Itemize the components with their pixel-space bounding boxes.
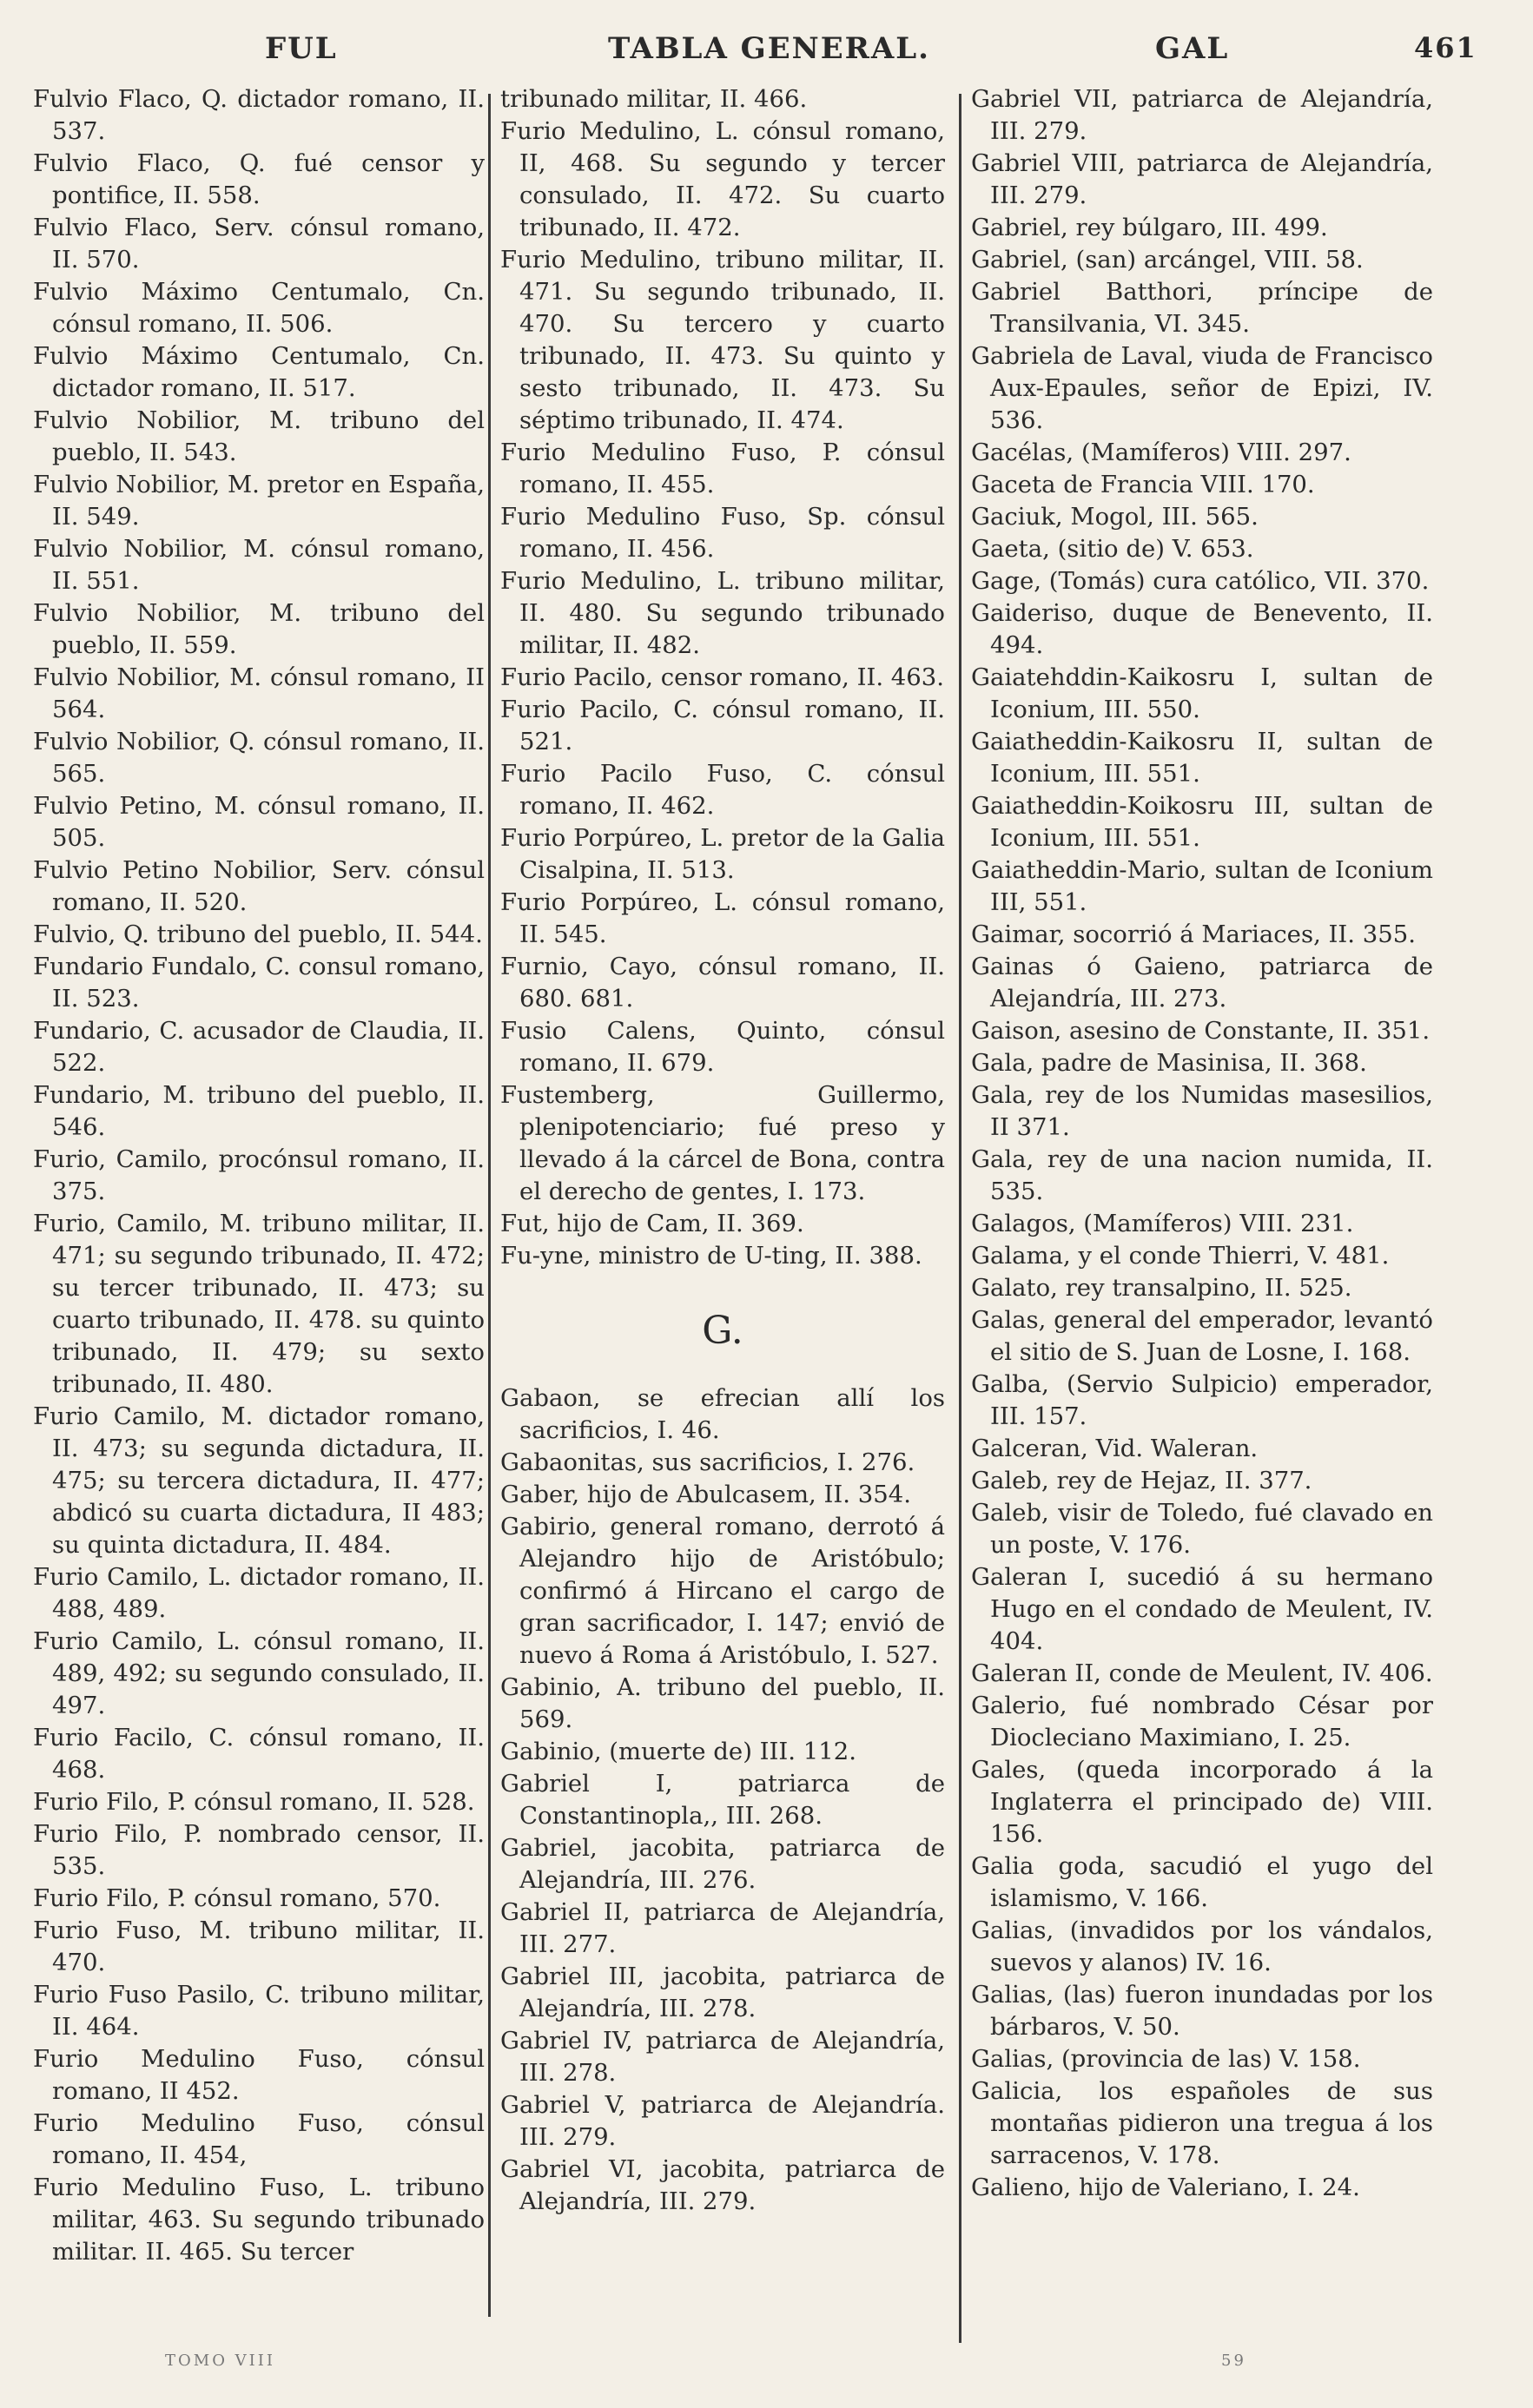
index-entry: Fulvio Máximo Centumalo, Cn. dictador romano, II. 517. (33, 342, 485, 402)
index-entry: Gabinio, A. tribuno del pueblo, II. 569. (500, 1673, 945, 1733)
index-entry: Galba, (Servio Sulpicio) emperador, III. 157. (971, 1370, 1433, 1430)
index-entry: Gabriel VI, jacobita, patriarca de Alejandría, III. 279. (500, 2155, 945, 2215)
index-entry: Furio Medulino, L. tribuno militar, II. 480. Su segundo tribunado militar, II. 482. (500, 567, 945, 659)
header-left: FUL (265, 31, 338, 66)
index-entry: Gacélas, (Mamíferos) VIII. 297. (971, 439, 1351, 466)
index-entry: Galama, y el conde Thierri, V. 481. (971, 1242, 1390, 1270)
index-entry: Fut, hijo de Cam, II. 369. (500, 1210, 804, 1237)
index-entry: Gala, padre de Masinisa, II. 368. (971, 1049, 1367, 1077)
index-entry: Gala, rey de los Numidas masesilios, II 371. (971, 1081, 1433, 1141)
index-entry: Furio Filo, P. cónsul romano, II. 528. (33, 1788, 475, 1816)
index-entry: Fu-yne, ministro de U-ting, II. 388. (500, 1242, 922, 1270)
index-entry: Fulvio, Q. tribuno del pueblo, II. 544. (33, 920, 483, 948)
index-entry: Gaiatheddin-Kaikosru II, sultan de Iconium, III. 551. (971, 728, 1433, 788)
footer-signature: 59 (1221, 2352, 1246, 2370)
index-entry: Gabriel V, patriarca de Alejandría. III. 279. (500, 2091, 945, 2151)
index-entry: Gabriel, (san) arcángel, VIII. 58. (971, 246, 1364, 274)
index-entry: Furio, Camilo, procónsul romano, II. 375. (33, 1145, 485, 1205)
index-entry: Gage, (Tomás) cura católico, VII. 370. (971, 567, 1430, 595)
index-entry: Gaiatheddin-Mario, sultan de Iconium III, 551. (971, 856, 1433, 916)
index-entry: Gabriel VIII, patriarca de Alejandría, III. 279. (971, 149, 1433, 209)
index-entry: Fulvio Petino, M. cónsul romano, II. 505. (33, 792, 485, 852)
index-entry: Fulvio Nobilior, M. tribuno del pueblo, II. 559. (33, 599, 485, 659)
index-entry: Gabriel I, patriarca de Constantinopla,, III. 268. (500, 1770, 945, 1830)
index-entry: Fusio Calens, Quinto, cónsul romano, II. 679. (500, 1017, 945, 1077)
index-entry: Gabriel IV, patriarca de Alejandría, III. 278. (500, 2027, 945, 2087)
index-entry: Gaiatehddin-Kaikosru I, sultan de Iconium, III. 550. (971, 663, 1433, 723)
index-entry: Gainas ó Gaieno, patriarca de Alejandría, III. 273. (971, 953, 1433, 1013)
index-entry: Gabriela de Laval, viuda de Francisco Aux-Epaules, señor de Epizi, IV. 536. (971, 342, 1433, 434)
index-entry: Galia goda, sacudió el yugo del islamismo, V. 166. (971, 1852, 1433, 1912)
index-entry: Galias, (invadidos por los vándalos, suevos y alanos) IV. 16. (971, 1917, 1433, 1976)
index-entry: Galceran, Vid. Waleran. (971, 1435, 1259, 1462)
index-entry: Gabriel Batthori, príncipe de Transilvania, VI. 345. (971, 278, 1433, 338)
index-entry: Furio Facilo, C. cónsul romano, II. 468. (33, 1724, 485, 1784)
index-entry: Galeb, rey de Hejaz, II. 377. (971, 1467, 1312, 1494)
index-entry: Furnio, Cayo, cónsul romano, II. 680. 681. (500, 953, 945, 1013)
index-entry: Gabaon, se efrecian allí los sacrificios, I. 46. (500, 1384, 945, 1444)
index-entry: Furio Filo, P. cónsul romano, 570. (33, 1884, 441, 1912)
index-entry: Gabriel VII, patriarca de Alejandría, III. 279. (971, 85, 1433, 145)
index-entry: Galas, general del emperador, levantó el sitio de S. Juan de Losne, I. 168. (971, 1306, 1433, 1366)
page-header (0, 31, 1533, 83)
page-number: 461 (1414, 31, 1477, 64)
index-entry: Gaceta de Francia VIII. 170. (971, 471, 1315, 498)
index-entry: Fulvio Nobilior, M. tribuno del pueblo, II. 543. (33, 406, 485, 466)
index-entry: Furio Filo, P. nombrado censor, II. 535. (33, 1820, 485, 1880)
column-1 (33, 83, 485, 2341)
index-entry: Fulvio Máximo Centumalo, Cn. cónsul romano, II. 506. (33, 278, 485, 338)
index-entry: Fulvio Nobilior, Q. cónsul romano, II. 565. (33, 728, 485, 788)
index-entry: Fundario, M. tribuno del pueblo, II. 546. (33, 1081, 485, 1141)
column-divider (959, 94, 961, 2343)
header-right: GAL (1155, 31, 1230, 66)
index-entry: Fulvio Nobilior, M. cónsul romano, II 564. (33, 663, 485, 723)
index-entry: Furio Porpúreo, L. pretor de la Galia Cisalpina, II. 513. (500, 824, 945, 884)
index-entry: Gabriel, rey búlgaro, III. 499. (971, 214, 1328, 241)
index-entry: Gabriel II, patriarca de Alejandría, III. 277. (500, 1898, 945, 1958)
index-entry: Galagos, (Mamíferos) VIII. 231. (971, 1210, 1354, 1237)
index-entry: Galias, (las) fueron inundadas por los bárbaros, V. 50. (971, 1981, 1433, 2041)
index-entry: Furio Medulino Fuso, P. cónsul romano, II. 455. (500, 439, 945, 498)
header-title: TABLA GENERAL. (608, 31, 931, 66)
index-entry: Galerio, fué nombrado César por Diocleciano Maximiano, I. 25. (971, 1692, 1433, 1752)
index-entry: Furio Medulino Fuso, L. tribuno militar, 463. Su segundo tribunado militar. II. 465. Su tercer (33, 2174, 485, 2266)
index-entry: Gaison, asesino de Constante, II. 351. (971, 1017, 1431, 1045)
index-entry: Furio Fuso, M. tribuno militar, II. 470. (33, 1917, 485, 1976)
index-entry: Galato, rey transalpino, II. 525. (971, 1274, 1352, 1302)
index-entry: Gaideriso, duque de Benevento, II. 494. (971, 599, 1433, 659)
index-entry: Galeb, visir de Toledo, fué clavado en un poste, V. 176. (971, 1499, 1433, 1559)
index-entry: tribunado militar, II. 466. (500, 85, 808, 113)
index-entry: Furio Porpúreo, L. cónsul romano, II. 545. (500, 888, 945, 948)
index-entry: Furio Camilo, M. dictador romano, II. 473; su segunda dictadura, II. 475; su tercera dictadura, II. 477; abdicó su cuarta dictadura, II 483; su quinta dictadura, II. 484. (33, 1402, 485, 1559)
column-2-entries (500, 83, 945, 1272)
index-entry: Gaber, hijo de Abulcasem, II. 354. (500, 1481, 911, 1508)
index-entry: Fulvio Nobilior, M. cónsul romano, II. 551. (33, 535, 485, 595)
index-entry: Fustemberg, Guillermo, plenipotenciario; fué preso y llevado á la cárcel de Bona, contra el derecho de gentes, I. 173. (500, 1081, 945, 1205)
column-3 (971, 83, 1433, 2341)
index-entry: Furio Medulino Fuso, Sp. cónsul romano, II. 456. (500, 503, 945, 563)
index-entry: Fulvio Nobilior, M. pretor en España, II. 549. (33, 471, 485, 531)
index-entry: Gaciuk, Mogol, III. 565. (971, 503, 1259, 531)
index-entry: Fulvio Petino Nobilior, Serv. cónsul romano, II. 520. (33, 856, 485, 916)
index-entry: Gabriel III, jacobita, patriarca de Alejandría, III. 278. (500, 1963, 945, 2022)
index-entry: Gales, (queda incorporado á la Inglaterra el principado de) VIII. 156. (971, 1756, 1433, 1848)
index-entry: Furio Medulino Fuso, cónsul romano, II. 454, (33, 2109, 485, 2169)
index-entry: Gabirio, general romano, derrotó á Alejandro hijo de Aristóbulo; confirmó á Hircano el cargo de gran sacrificador, I. 147; envió de nuevo á Roma á Aristóbulo, I. 527. (500, 1513, 945, 1669)
index-entry: Furio Medulino, L. cónsul romano, II, 468. Su segundo y tercer consulado, II. 472. Su cuarto tribunado, II. 472. (500, 117, 945, 241)
index-entry: Furio Pacilo, C. cónsul romano, II. 521. (500, 696, 945, 755)
index-entry: Furio Camilo, L. dictador romano, II. 488, 489. (33, 1563, 485, 1623)
index-entry: Furio Medulino, tribuno militar, II. 471. Su segundo tribunado, II. 470. Su tercero y cuarto tribunado, II. 473. Su quinto y sesto tribunado, II. 473. Su séptimo tribunado, II. 474. (500, 246, 945, 434)
section-g-entries (500, 1382, 945, 2218)
index-entry: Gabinio, (muerte de) III. 112. (500, 1738, 856, 1765)
section-letter: G. (702, 1309, 743, 1353)
index-entry: Galeran II, conde de Meulent, IV. 406. (971, 1659, 1433, 1687)
index-entry: Fundario Fundalo, C. consul romano, II. 523. (33, 953, 485, 1013)
index-entry: Galicia, los españoles de sus montañas pidieron una tregua á los sarracenos, V. 178. (971, 2077, 1433, 2169)
index-entry: Fundario, C. acusador de Claudia, II. 522. (33, 1017, 485, 1077)
index-entry: Gaeta, (sitio de) V. 653. (971, 535, 1254, 563)
index-entry: Gabaonitas, sus sacrificios, I. 276. (500, 1448, 915, 1476)
index-entry: Gaimar, socorrió á Mariaces, II. 355. (971, 920, 1416, 948)
index-entry: Furio Pacilo Fuso, C. cónsul romano, II. 462. (500, 760, 945, 820)
index-entry: Fulvio Flaco, Q. dictador romano, II. 537. (33, 85, 485, 145)
index-entry: Furio Medulino Fuso, cónsul romano, II 452. (33, 2045, 485, 2105)
index-entry: Galias, (provincia de las) V. 158. (971, 2045, 1361, 2073)
index-entry: Furio Fuso Pasilo, C. tribuno militar, II. 464. (33, 1981, 485, 2041)
index-entry: Gala, rey de una nacion numida, II. 535. (971, 1145, 1433, 1205)
index-entry: Gaiatheddin-Koikosru III, sultan de Iconium, III. 551. (971, 792, 1433, 852)
index-entry: Furio Camilo, L. cónsul romano, II. 489, 492; su segundo consulado, II. 497. (33, 1627, 485, 1719)
index-entry: Furio Pacilo, censor romano, II. 463. (500, 663, 945, 691)
index-entry: Galeran I, sucedió á su hermano Hugo en el condado de Meulent, IV. 404. (971, 1563, 1433, 1655)
index-entry: Furio, Camilo, M. tribuno militar, II. 471; su segundo tribunado, II. 472; su tercer tribunado, II. 473; su cuarto tribunado, II. 478. su quinto tribunado, II. 479; su sexto tribunado, II. 480. (33, 1210, 485, 1398)
index-entry: Galieno, hijo de Valeriano, I. 24. (971, 2174, 1360, 2201)
index-entry: Fulvio Flaco, Serv. cónsul romano, II. 570. (33, 214, 485, 274)
footer-volume: TOMO VIII (165, 2352, 276, 2370)
index-entry: Gabriel, jacobita, patriarca de Alejandría, III. 276. (500, 1834, 945, 1894)
column-2 (500, 83, 945, 2341)
column-divider (488, 94, 491, 2317)
index-entry: Fulvio Flaco, Q. fué censor y pontifice, II. 558. (33, 149, 485, 209)
